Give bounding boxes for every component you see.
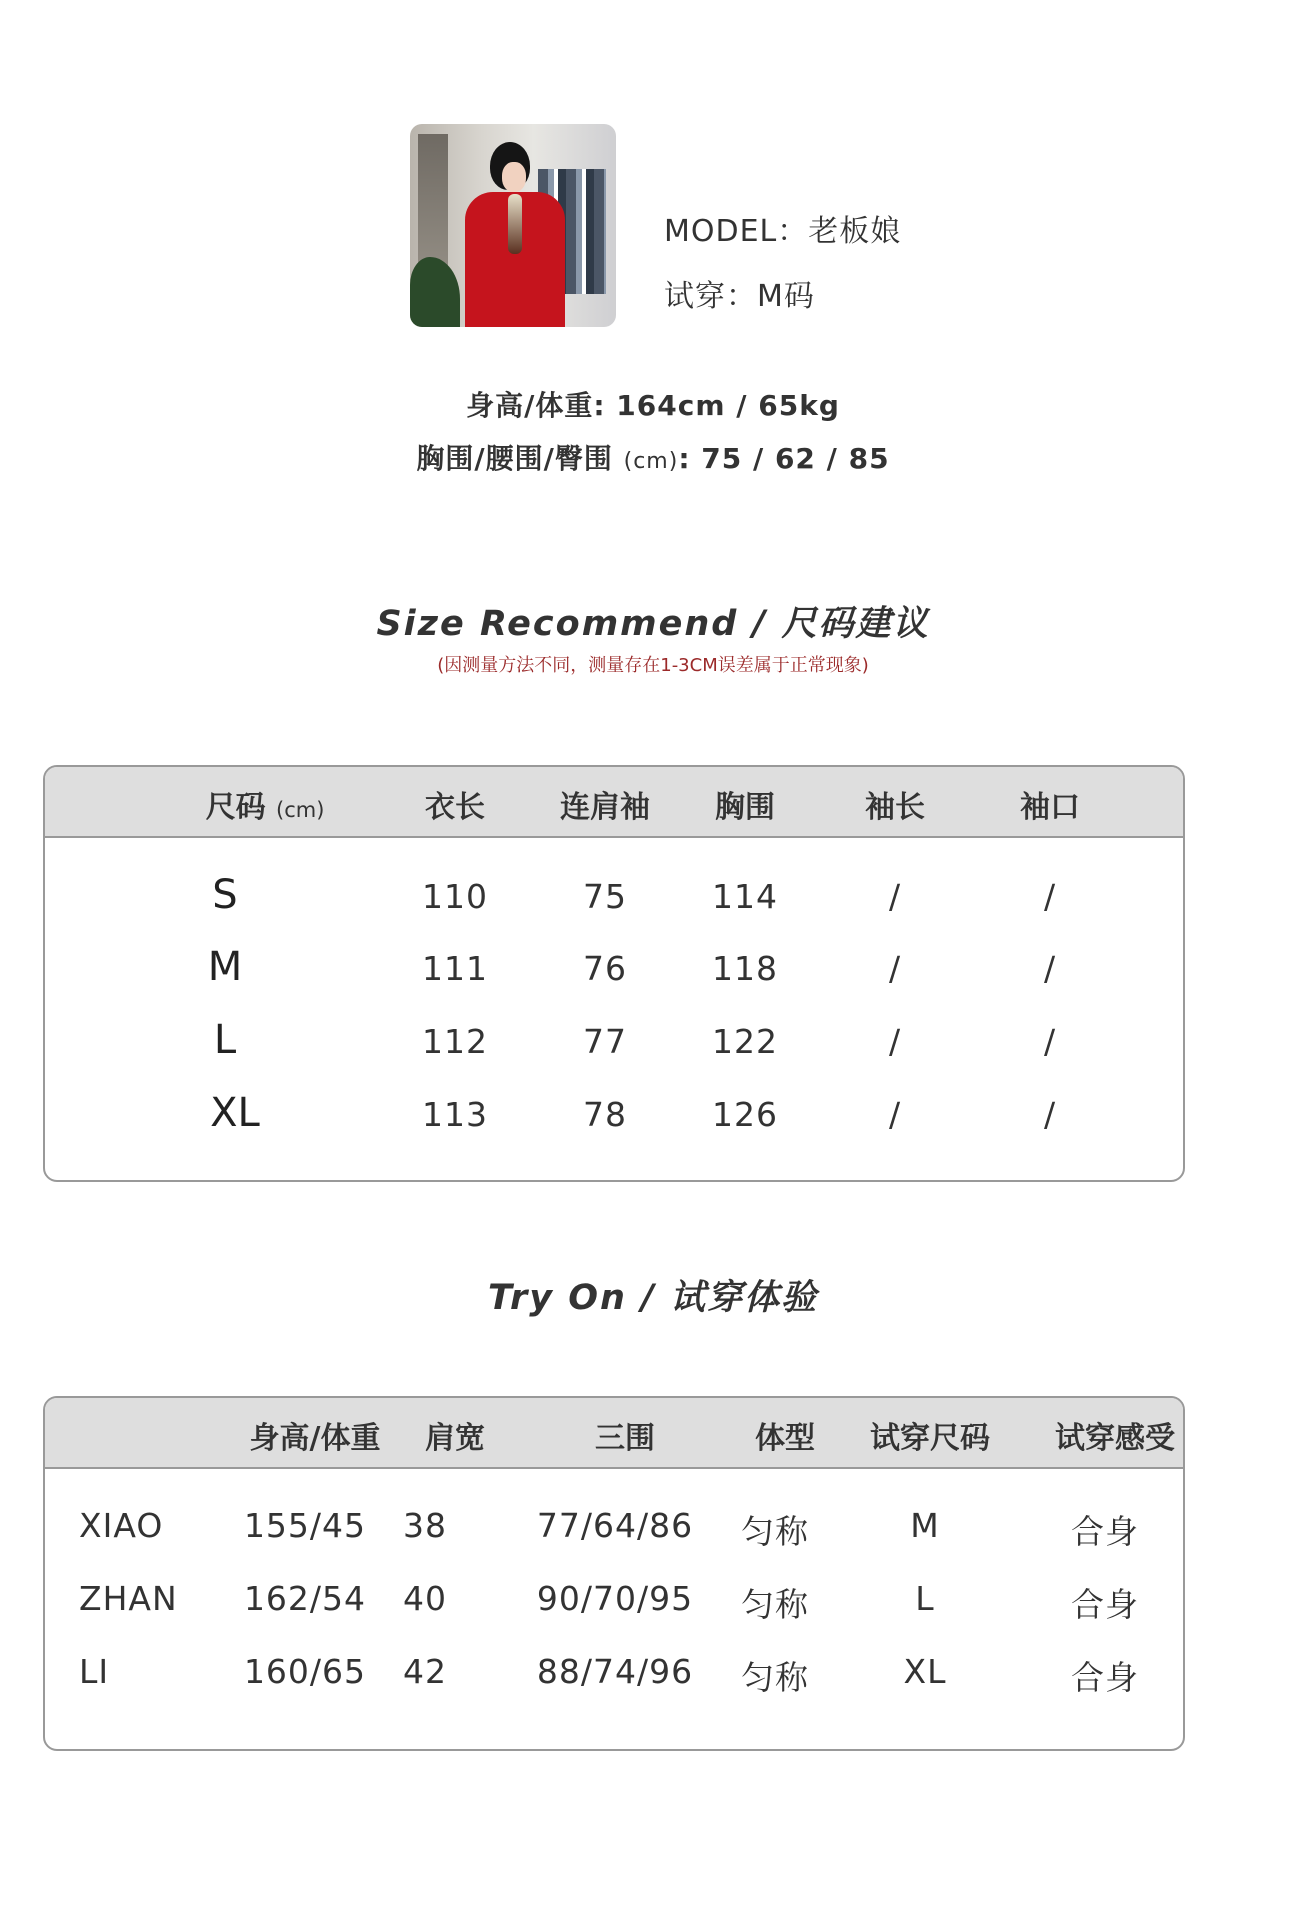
- size-row-s-bust: 114: [712, 877, 778, 916]
- size-row-l-sleeve: 77: [583, 1022, 627, 1061]
- size-row-m-size: M: [207, 944, 243, 990]
- try-on-table-header: [45, 1398, 1183, 1469]
- size-row-xl-size: XL: [210, 1090, 260, 1136]
- tryon-row-1-try-feel: 合身: [1071, 1512, 1139, 1551]
- bust-unit: (cm): [623, 449, 679, 474]
- tryon-row-2-try-feel: 合身: [1071, 1585, 1139, 1624]
- tryon-row-2-body-type: 匀称: [741, 1585, 809, 1624]
- size-row-m-sleeve-length: /: [888, 949, 902, 988]
- size-row-s-sleeve-length: /: [888, 877, 902, 916]
- size-row-s-cuff: /: [1043, 877, 1057, 916]
- tryon-row-3-body-type: 匀称: [741, 1658, 809, 1697]
- tryon-row-3-try-size: XL: [903, 1652, 947, 1691]
- header-shoulder: 肩宽: [425, 1421, 485, 1456]
- header-cuff: 袖口: [1020, 790, 1080, 825]
- size-row-m-length: 111: [422, 949, 488, 988]
- size-row-s-sleeve: 75: [583, 877, 627, 916]
- tryon-row-2-height-weight: 162/54: [243, 1579, 367, 1618]
- size-row-l-cuff: /: [1043, 1022, 1057, 1061]
- size-row-m-bust: 118: [712, 949, 778, 988]
- height-weight-line: [0, 384, 1306, 424]
- tryon-row-2-name: ZHAN: [79, 1579, 178, 1618]
- tryon-row-1-try-size: M: [910, 1506, 940, 1545]
- size-row-m-sleeve: 76: [583, 949, 627, 988]
- size-row-xl-cuff: /: [1043, 1095, 1057, 1134]
- height-weight-label: 身高/体重: [466, 389, 594, 422]
- size-row-l-bust: 122: [712, 1022, 778, 1061]
- header-try-size: 试穿尺码: [870, 1421, 990, 1456]
- size-row-l-size: L: [213, 1017, 237, 1063]
- tryon-row-3-measurements: 88/74/96: [536, 1652, 694, 1691]
- tryon-row-3-height-weight: 160/65: [243, 1652, 367, 1691]
- bust-waist-hip-value: : 75 / 62 / 85: [678, 442, 890, 475]
- tryon-row-3-try-feel: 合身: [1071, 1658, 1139, 1697]
- tryon-row-3-shoulder: 42: [403, 1652, 447, 1691]
- tryon-row-1-height-weight: 155/45: [243, 1506, 367, 1545]
- try-on-title: Try On / 试穿体验: [487, 1278, 819, 1318]
- size-table-header: [45, 767, 1183, 838]
- size-row-xl-length: 113: [422, 1095, 488, 1134]
- size-recommend-note: (因测量方法不同，测量存在1-3CM误差属于正常现象): [437, 655, 869, 676]
- size-recommend-title: Size Recommend / 尺码建议: [376, 604, 930, 644]
- bust-waist-hip-label: 胸围/腰围/臀围: [416, 442, 613, 475]
- tryon-row-1-body-type: 匀称: [741, 1512, 809, 1551]
- header-body-type: 体型: [755, 1421, 815, 1456]
- header-bust: 胸围: [715, 790, 775, 825]
- size-table: [43, 765, 1185, 1182]
- model-photo: [410, 124, 616, 327]
- model-try-size: 试穿：M码: [664, 279, 815, 314]
- header-sleeve-length: 袖长: [865, 790, 925, 825]
- tryon-row-2-try-size: L: [915, 1579, 935, 1618]
- tryon-row-1-name: XIAO: [79, 1506, 164, 1545]
- size-row-s-length: 110: [422, 877, 488, 916]
- size-row-xl-sleeve: 78: [583, 1095, 627, 1134]
- header-try-feel: 试穿感受: [1055, 1421, 1175, 1456]
- header-size: 尺码 (cm): [205, 790, 325, 825]
- tryon-row-3-name: LI: [79, 1652, 110, 1691]
- tryon-row-1-measurements: 77/64/86: [536, 1506, 694, 1545]
- height-weight-value: : 164cm / 65kg: [593, 389, 840, 422]
- try-on-table: [43, 1396, 1185, 1751]
- size-row-l-sleeve-length: /: [888, 1022, 902, 1061]
- header-length: 衣长: [425, 790, 485, 825]
- size-row-s-size: S: [212, 872, 238, 918]
- header-sleeve-shoulder: 连肩袖: [560, 790, 650, 825]
- tryon-row-1-shoulder: 38: [403, 1506, 447, 1545]
- size-row-xl-sleeve-length: /: [888, 1095, 902, 1134]
- header-measurements: 三围: [595, 1421, 655, 1456]
- bust-waist-hip-line: [0, 437, 1306, 477]
- size-row-l-length: 112: [422, 1022, 488, 1061]
- tryon-row-2-shoulder: 40: [403, 1579, 447, 1618]
- size-row-m-cuff: /: [1043, 949, 1057, 988]
- size-row-xl-bust: 126: [712, 1095, 778, 1134]
- tryon-row-2-measurements: 90/70/95: [536, 1579, 694, 1618]
- header-height-weight: 身高/体重: [249, 1421, 381, 1456]
- model-name: MODEL：老板娘: [664, 214, 902, 249]
